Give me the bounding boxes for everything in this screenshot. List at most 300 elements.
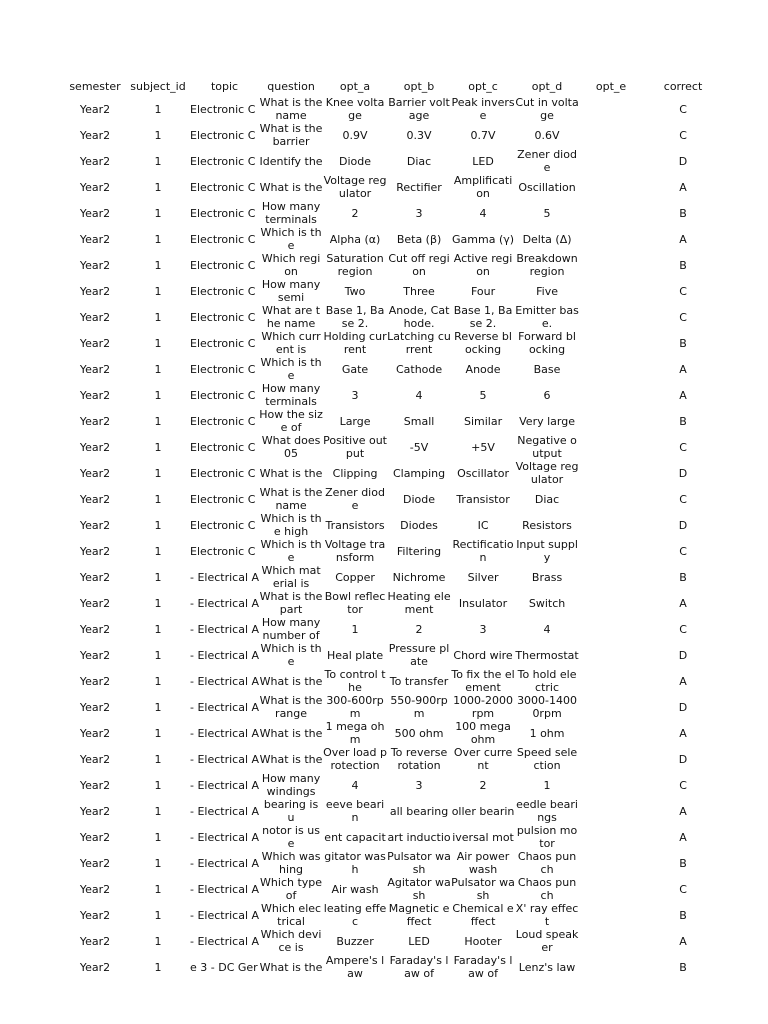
- cell-subject-id: 1: [154, 206, 162, 220]
- cell-opt-c: [451, 356, 515, 382]
- cell-question-text: What is the: [259, 180, 323, 194]
- cell-opt-c-text: Base 1, Base 2.: [453, 304, 513, 330]
- cell-subject-id: 1: [154, 726, 162, 740]
- cell-subject-id: 1: [154, 934, 162, 948]
- cell-opt-b-text: 3: [415, 206, 423, 220]
- cell-opt-a-text: Alpha (α): [329, 232, 381, 246]
- table-row: [64, 850, 723, 876]
- cell-question: [259, 668, 323, 694]
- table-row: [64, 304, 723, 330]
- cell-question: [259, 720, 323, 746]
- cell-semester: Year2: [79, 466, 111, 480]
- cell-opt-c-text: iversal mot: [452, 830, 514, 844]
- cell-semester: Year2: [79, 648, 111, 662]
- cell-opt-c: [451, 694, 515, 720]
- cell-opt-a: [323, 850, 387, 876]
- cell-opt-c-text: 3: [479, 622, 487, 636]
- cell-semester: Year2: [79, 154, 111, 168]
- cell-topic: Electronic C: [190, 258, 256, 272]
- cell-correct: A: [679, 232, 687, 246]
- cell-question: [259, 304, 323, 330]
- cell-opt-c-text: +5V: [471, 440, 495, 454]
- cell-opt-a: [323, 642, 387, 668]
- cell-question: [259, 538, 323, 564]
- cell-semester: Year2: [79, 700, 111, 714]
- cell-opt-a: [323, 434, 387, 460]
- cell-topic: Electronic C: [190, 232, 256, 246]
- cell-question-text: bearing is u: [263, 798, 319, 824]
- table-row: [64, 642, 723, 668]
- cell-opt-b-text: Beta (β): [396, 232, 442, 246]
- header-opt-c: opt_c: [468, 79, 498, 93]
- table-row: [64, 720, 723, 746]
- cell-semester: Year2: [79, 778, 111, 792]
- cell-correct: C: [679, 778, 687, 792]
- cell-opt-c: [451, 746, 515, 772]
- cell-semester: Year2: [79, 674, 111, 688]
- cell-topic: Electronic C: [190, 180, 256, 194]
- cell-opt-b: [387, 434, 451, 460]
- cell-opt-c-text: Chord wire: [453, 648, 513, 662]
- cell-opt-c: [451, 902, 515, 928]
- cell-opt-c-text: Similar: [463, 414, 503, 428]
- cell-opt-d: [515, 720, 579, 746]
- cell-correct: C: [679, 882, 687, 896]
- cell-opt-c-text: 0.7V: [470, 128, 496, 142]
- cell-opt-a-text: To control the: [324, 668, 386, 694]
- cell-opt-e: [579, 278, 643, 304]
- cell-opt-e: [579, 876, 643, 902]
- cell-opt-b: [387, 226, 451, 252]
- cell-subject-id: 1: [154, 284, 162, 298]
- cell-opt-b-text: 500 ohm: [394, 726, 444, 740]
- cell-question-text: What is the part: [259, 590, 323, 616]
- cell-opt-d: [515, 746, 579, 772]
- cell-opt-b-text: Agitator wash: [387, 876, 451, 902]
- cell-opt-b-text: 0.3V: [406, 128, 432, 142]
- cell-opt-a: [323, 902, 387, 928]
- cell-topic: - Electrical A: [190, 856, 260, 870]
- cell-opt-b: [387, 772, 451, 798]
- cell-question-text: Which electrical: [261, 902, 322, 928]
- cell-opt-c: [451, 512, 515, 538]
- cell-opt-e: [579, 356, 643, 382]
- cell-opt-b-text: Filtering: [396, 544, 442, 558]
- cell-opt-d: [515, 434, 579, 460]
- cell-question-text: What is the: [259, 674, 323, 688]
- cell-opt-e: [579, 902, 643, 928]
- cell-opt-d: [515, 668, 579, 694]
- cell-opt-e: [579, 590, 643, 616]
- cell-opt-c: [451, 720, 515, 746]
- cell-topic: Electronic C: [190, 492, 256, 506]
- table-row: [64, 668, 723, 694]
- header-subject-id: subject_id: [130, 79, 186, 93]
- cell-opt-b: [387, 616, 451, 642]
- cell-opt-a-text: ent capacit: [324, 830, 386, 844]
- cell-question: [259, 850, 323, 876]
- cell-opt-d-text: Chaos punch: [517, 876, 577, 902]
- cell-opt-c: [451, 564, 515, 590]
- cell-topic: - Electrical A: [190, 596, 260, 610]
- cell-opt-c-text: Silver: [467, 570, 499, 584]
- cell-question: [259, 642, 323, 668]
- cell-semester: Year2: [79, 804, 111, 818]
- cell-topic: - Electrical A: [190, 752, 260, 766]
- cell-opt-d-text: To hold electric: [517, 668, 577, 694]
- cell-opt-b-text: Anode, Cathode.: [388, 304, 450, 330]
- cell-question-text: What is the barrier: [259, 122, 323, 148]
- cell-semester: Year2: [79, 830, 111, 844]
- cell-correct: A: [679, 934, 687, 948]
- cell-semester: Year2: [79, 258, 111, 272]
- cell-question-text: What is the: [259, 960, 323, 974]
- cell-opt-a-text: Two: [344, 284, 366, 298]
- cell-opt-e: [579, 512, 643, 538]
- cell-opt-c-text: Peak inverse: [451, 96, 515, 122]
- cell-opt-c: [451, 252, 515, 278]
- cell-opt-d-text: Diac: [534, 492, 560, 506]
- cell-question: [259, 616, 323, 642]
- cell-opt-d: [515, 148, 579, 174]
- cell-opt-d-text: Base: [533, 362, 561, 376]
- header-semester: semester: [69, 79, 121, 93]
- cell-opt-a: [323, 616, 387, 642]
- cell-opt-c: [451, 174, 515, 200]
- cell-opt-b-text: Latching current: [387, 330, 451, 356]
- header-row: [64, 76, 723, 96]
- cell-opt-c-text: 1000-2000rpm: [453, 694, 514, 720]
- cell-opt-d: [515, 616, 579, 642]
- cell-opt-d-text: 4: [543, 622, 551, 636]
- cell-opt-b: [387, 668, 451, 694]
- cell-correct: A: [679, 830, 687, 844]
- table-row: [64, 278, 723, 304]
- cell-opt-d-text: X' ray effect: [515, 902, 579, 928]
- cell-question-text: Which is the: [260, 356, 322, 382]
- cell-opt-c: [451, 590, 515, 616]
- cell-subject-id: 1: [154, 258, 162, 272]
- cell-opt-e: [579, 720, 643, 746]
- cell-correct: A: [679, 804, 687, 818]
- cell-opt-b-text: 4: [415, 388, 423, 402]
- cell-subject-id: 1: [154, 778, 162, 792]
- cell-opt-e: [579, 226, 643, 252]
- cell-topic: - Electrical A: [190, 674, 260, 688]
- table-row: [64, 616, 723, 642]
- cell-correct: C: [679, 492, 687, 506]
- cell-opt-b: [387, 564, 451, 590]
- cell-subject-id: 1: [154, 180, 162, 194]
- cell-opt-a: [323, 746, 387, 772]
- cell-opt-c-text: LED: [472, 154, 494, 168]
- cell-opt-c-text: Faraday's law of: [453, 954, 513, 980]
- cell-question-text: How many terminals: [261, 200, 321, 226]
- cell-opt-a: [323, 96, 387, 122]
- cell-question: [259, 928, 323, 954]
- cell-opt-d: [515, 460, 579, 486]
- cell-topic: - Electrical A: [190, 778, 260, 792]
- cell-opt-a-text: Over load protection: [323, 746, 388, 772]
- cell-subject-id: 1: [154, 544, 162, 558]
- header-opt-d: opt_d: [531, 79, 563, 93]
- cell-question-text: Which is the: [260, 226, 322, 252]
- cell-opt-c: [451, 876, 515, 902]
- cell-opt-d: [515, 538, 579, 564]
- cell-opt-e: [579, 798, 643, 824]
- cell-opt-a: [323, 694, 387, 720]
- cell-opt-b-text: Diodes: [400, 518, 438, 532]
- table-row: [64, 694, 723, 720]
- cell-subject-id: 1: [154, 622, 162, 636]
- cell-opt-c-text: Anode: [465, 362, 501, 376]
- cell-semester: Year2: [79, 414, 111, 428]
- cell-topic: - Electrical A: [190, 622, 260, 636]
- cell-opt-d: [515, 694, 579, 720]
- cell-opt-e: [579, 200, 643, 226]
- cell-subject-id: 1: [154, 466, 162, 480]
- header-correct: correct: [663, 79, 703, 93]
- cell-semester: Year2: [79, 492, 111, 506]
- cell-opt-d: [515, 330, 579, 356]
- cell-topic: - Electrical A: [190, 726, 260, 740]
- cell-topic: Electronic C: [190, 206, 256, 220]
- cell-opt-d-text: 6: [543, 388, 551, 402]
- cell-topic: Electronic C: [190, 154, 256, 168]
- cell-opt-a-text: 3: [351, 388, 359, 402]
- cell-opt-b-text: Clamping: [392, 466, 446, 480]
- cell-opt-b: [387, 148, 451, 174]
- cell-correct: C: [679, 544, 687, 558]
- cell-question: [259, 590, 323, 616]
- cell-question: [259, 200, 323, 226]
- cell-opt-b: [387, 408, 451, 434]
- cell-opt-e: [579, 538, 643, 564]
- cell-opt-d: [515, 200, 579, 226]
- cell-opt-a: [323, 252, 387, 278]
- cell-opt-b: [387, 382, 451, 408]
- table-row: [64, 746, 723, 772]
- cell-semester: Year2: [79, 856, 111, 870]
- cell-correct: A: [679, 596, 687, 610]
- cell-opt-c-text: To fix the element: [451, 668, 515, 694]
- cell-correct: B: [679, 336, 687, 350]
- cell-opt-b-text: LED: [408, 934, 430, 948]
- cell-question: [259, 122, 323, 148]
- cell-opt-b: [387, 486, 451, 512]
- cell-opt-c: [451, 330, 515, 356]
- cell-subject-id: 1: [154, 102, 162, 116]
- cell-opt-d: [515, 226, 579, 252]
- cell-opt-d: [515, 382, 579, 408]
- table-row: [64, 122, 723, 148]
- cell-opt-c: [451, 850, 515, 876]
- cell-question: [259, 226, 323, 252]
- cell-correct: C: [679, 622, 687, 636]
- cell-subject-id: 1: [154, 570, 162, 584]
- cell-semester: Year2: [79, 232, 111, 246]
- cell-opt-c-text: Transistor: [456, 492, 510, 506]
- cell-topic: Electronic C: [190, 440, 256, 454]
- cell-topic: - Electrical A: [190, 882, 260, 896]
- cell-opt-b: [387, 694, 451, 720]
- cell-opt-a: [323, 512, 387, 538]
- table-row: [64, 772, 723, 798]
- cell-opt-c-text: Insulator: [458, 596, 508, 610]
- cell-opt-d: [515, 356, 579, 382]
- cell-opt-a: [323, 954, 387, 980]
- cell-question: [259, 174, 323, 200]
- cell-opt-e: [579, 174, 643, 200]
- cell-question: [259, 252, 323, 278]
- cell-opt-a-text: Air wash: [331, 882, 379, 896]
- cell-subject-id: 1: [154, 804, 162, 818]
- cell-semester: Year2: [79, 102, 111, 116]
- cell-question-text: What is the name: [259, 486, 323, 512]
- cell-topic: Electronic C: [190, 284, 256, 298]
- cell-opt-d: [515, 590, 579, 616]
- cell-correct: B: [679, 908, 687, 922]
- cell-opt-e: [579, 746, 643, 772]
- cell-opt-a: [323, 928, 387, 954]
- cell-opt-e: [579, 928, 643, 954]
- cell-correct: B: [679, 570, 687, 584]
- cell-opt-a-text: Holding current: [323, 330, 387, 356]
- cell-correct: D: [678, 466, 688, 480]
- cell-opt-b-text: Pressure plate: [388, 642, 450, 668]
- cell-opt-a-text: gitator wash: [324, 850, 386, 876]
- cell-opt-a-text: Knee voltage: [325, 96, 385, 122]
- cell-opt-d-text: eedle bearings: [516, 798, 578, 824]
- cell-opt-b-text: Heating element: [387, 590, 451, 616]
- cell-question-text: Which is the: [260, 642, 322, 668]
- cell-opt-c: [451, 668, 515, 694]
- cell-correct: A: [679, 726, 687, 740]
- cell-opt-c: [451, 616, 515, 642]
- cell-question-text: Which washing: [261, 850, 321, 876]
- cell-question-text: How the size of: [259, 408, 323, 434]
- cell-topic: - Electrical A: [190, 830, 260, 844]
- cell-opt-c: [451, 642, 515, 668]
- cell-opt-c-text: Oscillator: [457, 466, 509, 480]
- cell-semester: Year2: [79, 882, 111, 896]
- cell-question-text: What are the name: [262, 304, 321, 330]
- cell-opt-b-text: Diac: [406, 154, 432, 168]
- cell-topic: Electronic C: [190, 388, 256, 402]
- question-table: [64, 76, 723, 980]
- cell-topic: Electronic C: [190, 518, 256, 532]
- cell-opt-c: [451, 148, 515, 174]
- cell-question: [259, 382, 323, 408]
- cell-opt-a: [323, 720, 387, 746]
- cell-topic: - Electrical A: [190, 648, 260, 662]
- header-opt-e: opt_e: [595, 79, 627, 93]
- cell-correct: D: [678, 518, 688, 532]
- cell-semester: Year2: [79, 284, 111, 298]
- cell-opt-a: [323, 408, 387, 434]
- cell-question: [259, 564, 323, 590]
- cell-opt-b: [387, 798, 451, 824]
- table-row: [64, 512, 723, 538]
- table-row: [64, 798, 723, 824]
- cell-opt-d-text: Oscillation: [518, 180, 576, 194]
- cell-correct: C: [679, 440, 687, 454]
- cell-semester: Year2: [79, 180, 111, 194]
- cell-question-text: What is the: [259, 752, 323, 766]
- table-row: [64, 590, 723, 616]
- cell-opt-c: [451, 278, 515, 304]
- cell-semester: Year2: [79, 596, 111, 610]
- cell-opt-a: [323, 876, 387, 902]
- cell-opt-c-text: 2: [479, 778, 487, 792]
- cell-subject-id: 1: [154, 388, 162, 402]
- cell-correct: A: [679, 362, 687, 376]
- cell-opt-a-text: Saturation region: [326, 252, 384, 278]
- cell-opt-e: [579, 148, 643, 174]
- cell-opt-d: [515, 772, 579, 798]
- cell-question: [259, 512, 323, 538]
- cell-opt-b: [387, 460, 451, 486]
- cell-opt-e: [579, 252, 643, 278]
- cell-semester: Year2: [79, 960, 111, 974]
- cell-opt-b: [387, 876, 451, 902]
- cell-opt-e: [579, 486, 643, 512]
- table-row: [64, 486, 723, 512]
- cell-opt-d-text: 5: [543, 206, 551, 220]
- cell-semester: Year2: [79, 570, 111, 584]
- cell-opt-a: [323, 460, 387, 486]
- cell-correct: B: [679, 856, 687, 870]
- cell-question-text: How many windings: [261, 772, 321, 798]
- cell-opt-b-text: all bearing: [389, 804, 449, 818]
- table-row: [64, 824, 723, 850]
- cell-topic: Electronic C: [190, 362, 256, 376]
- cell-opt-b-text: 3: [415, 778, 423, 792]
- cell-question-text: What is the: [259, 726, 323, 740]
- header-opt-a: opt_a: [339, 79, 371, 93]
- table-row: [64, 460, 723, 486]
- cell-opt-d-text: Forward blocking: [518, 330, 576, 356]
- cell-opt-d: [515, 798, 579, 824]
- cell-opt-e: [579, 460, 643, 486]
- cell-question-text: Identify the: [259, 154, 323, 168]
- cell-opt-b-text: To transfer: [389, 674, 449, 688]
- cell-question: [259, 460, 323, 486]
- cell-question: [259, 824, 323, 850]
- cell-opt-a: [323, 798, 387, 824]
- table-row: [64, 876, 723, 902]
- cell-topic: Electronic C: [190, 310, 256, 324]
- cell-correct: B: [679, 414, 687, 428]
- cell-opt-c: [451, 122, 515, 148]
- cell-opt-b-text: Cathode: [395, 362, 443, 376]
- cell-opt-d: [515, 486, 579, 512]
- cell-semester: Year2: [79, 310, 111, 324]
- cell-correct: C: [679, 284, 687, 298]
- cell-opt-e: [579, 824, 643, 850]
- cell-correct: C: [679, 310, 687, 324]
- cell-opt-b: [387, 252, 451, 278]
- cell-opt-e: [579, 772, 643, 798]
- cell-opt-d: [515, 304, 579, 330]
- cell-opt-c-text: Pulsator wash: [451, 876, 515, 902]
- cell-topic: Electronic C: [190, 414, 256, 428]
- cell-opt-a-text: 4: [351, 778, 359, 792]
- cell-opt-e: [579, 122, 643, 148]
- cell-opt-d-text: Speed selection: [516, 746, 578, 772]
- cell-opt-d-text: Switch: [528, 596, 566, 610]
- cell-opt-c: [451, 538, 515, 564]
